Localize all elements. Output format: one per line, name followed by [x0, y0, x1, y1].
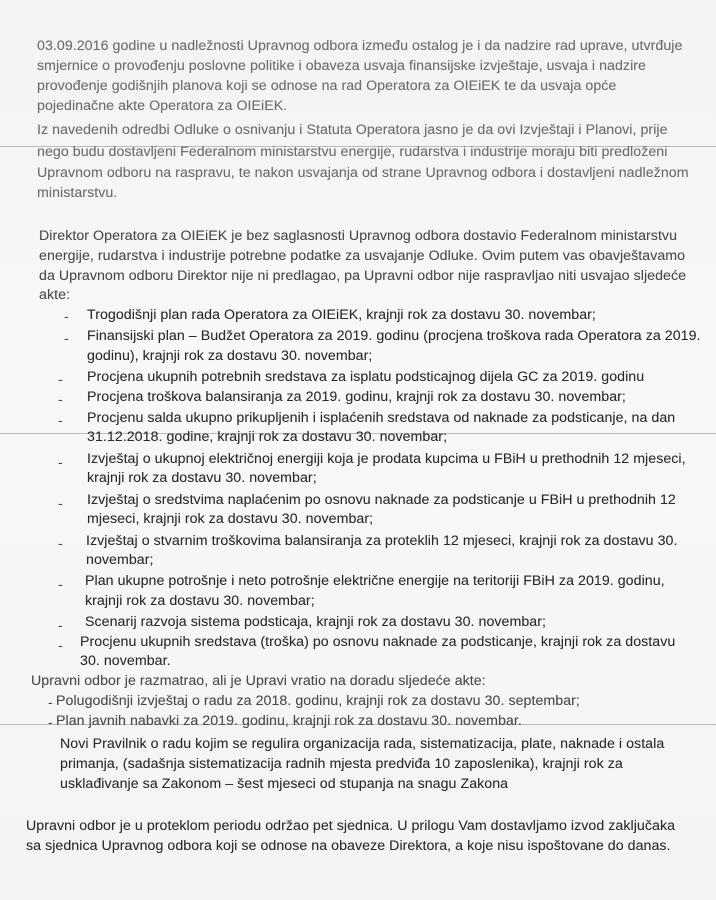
paragraph-1-line: pojedinačne akte Operatora za OIEiEK.	[37, 98, 288, 114]
list-item-line: Scenarij razvoja sistema podsticaja, krajnji rok za dostavu 30. novembar;	[85, 614, 547, 630]
list-item-line: 31.12.2018. godine, krajnji rok za dostavu 30. novembar;	[87, 429, 448, 445]
paragraph-1-line: 03.09.2016 godine u nadležnosti Upravnog odbora između ostalog je i da nadzire rad uprave, utvrđuje	[37, 38, 683, 54]
list-dash: -	[58, 371, 63, 387]
list-dash: -	[58, 454, 63, 470]
list-dash: -	[48, 694, 53, 710]
paragraph-6-line: sa sjednica Upravnog odbora koji se odnose na obaveze Direktora, a koje nisu ispoštovane do danas.	[26, 838, 671, 854]
paragraph-3-line: Direktor Operatora za OIEiEK je bez saglasnosti Upravnog odbora dostavio Federalnom ministarstvu	[39, 228, 678, 244]
list-dash: -	[58, 617, 63, 633]
list-item-line: krajnji rok za dostavu 30. novembar;	[85, 593, 315, 609]
list-item-line: Izvještaj o stvarnim troškovima balansiranja za proteklih 12 mjeseci, krajnji rok za dostavu 30.	[86, 533, 678, 549]
paragraph-4: Upravni odbor je razmatrao, ali je Upravi vratio na doradu sljedeće akte:	[31, 673, 486, 689]
paragraph-3-line: akte:	[39, 287, 71, 303]
list-dash: -	[64, 308, 69, 324]
paragraph-1-line: smjernice o provođenju poslovne politike i obaveza usvaja finansijske izvještaje, usvaja i nadzire	[37, 58, 646, 74]
list-dash: -	[58, 535, 63, 551]
paragraph-3-line: da Upravnom odboru Direktor nije ni predlagao, pa Upravni odbor nije raspravljao niti usvajao sljedeće	[39, 268, 687, 284]
list-dash: -	[58, 637, 63, 653]
paragraph-2-line: Upravnom odboru na raspravu, te nakon usvajanja od strane Upravnog odbora i dostavljeni nadležnom	[37, 165, 689, 181]
list-item-line: godinu), krajnji rok za dostavu 30. novembar;	[87, 348, 373, 364]
list-item-line: krajnji rok za dostavu 30. novembar;	[87, 470, 317, 486]
paragraph-6-line: Upravni odbor je u proteklom periodu održao pet sjednica. U prilogu Vam dostavljamo izvod zaključaka	[26, 818, 676, 834]
list-dash: -	[58, 412, 63, 428]
paragraph-2-line: Iz navedenih odredbi Odluke o osnivanju i Statuta Operatora jasno je da ovi Izvještaji i Planovi, prije	[37, 122, 668, 138]
list-item-line: Izvještaj o ukupnoj električnoj energiji koja je prodata kupcima u FBiH u prethodnih 12 mjeseci,	[87, 451, 686, 467]
list-item-line: 30. novembar.	[80, 653, 171, 669]
list-item-line: mjeseci, krajnji rok za dostavu 30. novembar;	[87, 511, 374, 527]
list-2-item: Polugodišnji izvještaj o radu za 2018. godinu, krajnji rok za dostavu 30. septembar;	[56, 693, 580, 709]
paragraph-2-line: ministarstvu.	[37, 185, 118, 201]
list-dash: -	[58, 576, 63, 592]
list-item-line: novembar;	[86, 552, 154, 568]
paragraph-5-line: usklađivanje sa Zakonom – šest mjeseci od stupanja na snagu Zakona	[60, 776, 509, 792]
list-2-item: Plan javnih nabavki za 2019. godinu, krajnji rok za dostavu 30. novembar.	[56, 713, 522, 729]
list-item-line: Procjena troškova balansiranja za 2019. godinu, krajnji rok za dostavu 30. novembar;	[87, 389, 626, 405]
list-item-line: Izvještaj o sredstvima naplaćenim po osnovu naknade za podsticanje u FBiH u prethodnih 12	[87, 492, 676, 508]
list-dash: -	[58, 495, 63, 511]
paragraph-5-line: primanja, (sadašnja sistematizacija radnih mjesta predviđa 10 zaposlenika), krajnji rok za	[60, 756, 623, 772]
list-dash: -	[64, 330, 69, 346]
paragraph-1-line: provođenje godišnjih planova koji se odnose na rad Operatora za OIEiEK te da usvaja opće	[37, 78, 617, 94]
list-item-line: Procjenu ukupnih sredstava (troška) po osnovu naknade za podsticanje, krajnji rok za dostavu	[80, 634, 676, 650]
list-item-line: Trogodišnji plan rada Operatora za OIEiEK, krajnji rok za dostavu 30. novembar;	[87, 307, 596, 323]
list-item-line: Procjena ukupnih potrebnih sredstava za isplatu podsticajnog dijela GC za 2019. godinu	[87, 369, 645, 385]
paragraph-2-line: nego budu dostavljeni Federalnom ministarstvu energije, rudarstva i industrije moraju biti predloženi	[37, 144, 668, 160]
list-dash: -	[48, 714, 53, 730]
paragraph-3-line: energije, rudarstva i industrije potrebne podatke za usvajanje Odluke. Ovim putem vas obavještavamo	[39, 248, 686, 264]
list-item-line: Finansijski plan – Budžet Operatora za 2019. godinu (procjena troškova rada Operatora za 2019.	[87, 328, 701, 344]
list-dash: -	[58, 391, 63, 407]
list-item-line: Procjenu salda ukupno prikupljenih i isplaćenih sredstava od naknade za podsticanje, na dan	[87, 410, 676, 426]
list-item-line: Plan ukupne potrošnje i neto potrošnje električne energije na teritoriji FBiH za 2019. godinu,	[85, 573, 665, 589]
paragraph-5-line: Novi Pravilnik o radu kojim se regulira organizacija rada, sistematizacija, plate, naknade i ostala	[60, 736, 665, 752]
